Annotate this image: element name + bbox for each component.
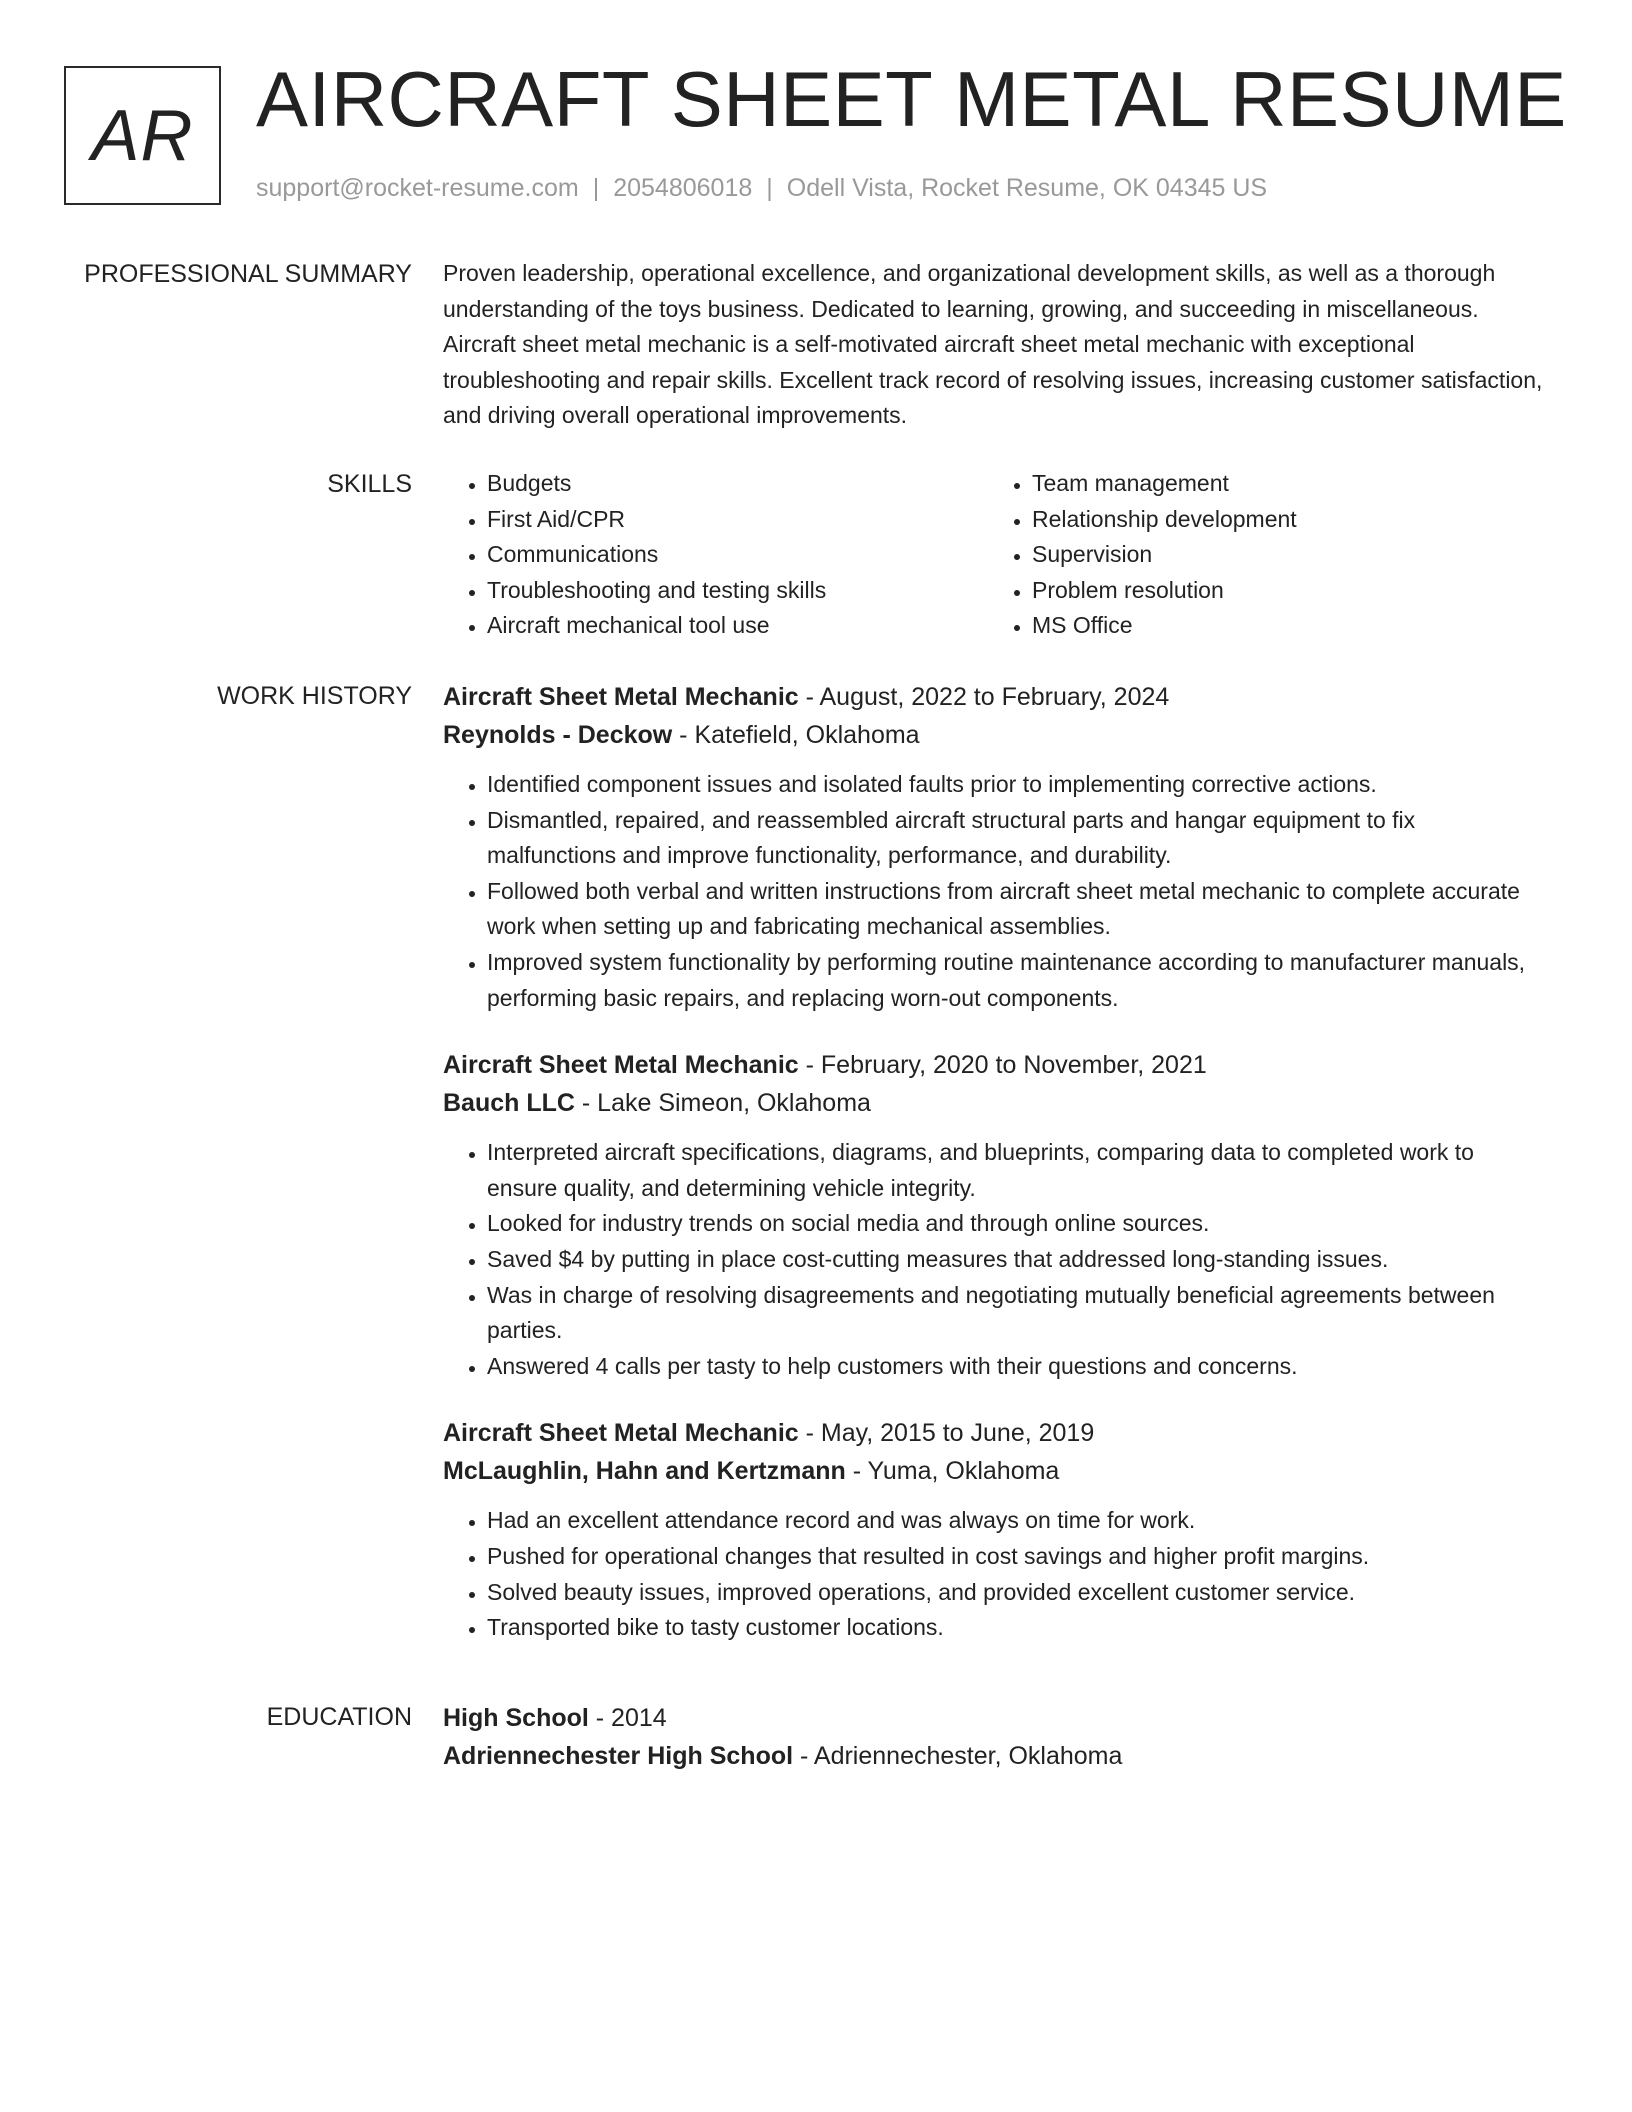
job-title-line: [443, 1046, 1543, 1084]
section-label: PROFESSIONAL SUMMARY: [84, 260, 412, 288]
job-bullet: • Solved beauty issues, improved operations, and provided excellent customer service.: [487, 1575, 1543, 1611]
education-school-line: [443, 1737, 1543, 1775]
contact-phone: 2054806018: [613, 174, 753, 202]
skill-item: • Budgets: [487, 466, 988, 502]
skill-item: • Communications: [487, 537, 988, 573]
summary-body: [443, 256, 1543, 434]
job-bullet: • Looked for industry trends on social media and through online sources.: [487, 1206, 1543, 1242]
job-dates: - May, 2015 to June, 2019: [798, 1419, 1095, 1448]
summary-text: Proven leadership, operational excellence, and organizational development skills, as well as a thorough understanding of the toys business. Dedicated to learning, growing, and succeeding in miscellaneous. Aircraft sheet metal mechanic is a self-motivated aircraft sheet metal mechanic with exceptional troubleshooting and repair skills. Excellent track record of resolving issues, increasing customer satisfaction, and driving overall operational improvements.: [443, 260, 1543, 429]
job-company: McLaughlin, Hahn and Kertzmann: [443, 1457, 846, 1486]
job-title-line: [443, 678, 1543, 716]
monogram-logo: AR: [64, 66, 221, 205]
job-bullet: • Transported bike to tasty customer locations.: [487, 1610, 1543, 1646]
job-bullets: [443, 1135, 1543, 1384]
job-company-line: [443, 716, 1543, 754]
section-label: SKILLS: [327, 470, 412, 498]
skills-list-right: [988, 466, 1533, 644]
skill-item: • Problem resolution: [1032, 573, 1533, 609]
job-entry: [443, 1046, 1543, 1384]
job-bullet: • Interpreted aircraft specifications, diagrams, and blueprints, comparing data to completed work to ensure quality, and determining vehicle integrity.: [487, 1135, 1543, 1206]
job-bullet: • Pushed for operational changes that resulted in cost savings and higher profit margins.: [487, 1539, 1543, 1575]
job-bullet: • Answered 4 calls per tasty to help customers with their questions and concerns.: [487, 1349, 1543, 1385]
contact-address: Odell Vista, Rocket Resume, OK 04345 US: [786, 174, 1268, 202]
section-label: WORK HISTORY: [217, 682, 412, 710]
job-bullet: • Saved $4 by putting in place cost-cutting measures that addressed long-standing issues.: [487, 1242, 1543, 1278]
job-bullets: [443, 767, 1543, 1016]
section-label: EDUCATION: [266, 1703, 412, 1731]
job-bullet: • Followed both verbal and written instructions from aircraft sheet metal mechanic to complete accurate work when setting up and fabricating mechanical assemblies.: [487, 874, 1543, 945]
job-entry: [443, 678, 1543, 1016]
job-location: - Yuma, Oklahoma: [845, 1457, 1060, 1486]
skill-item: • First Aid/CPR: [487, 502, 988, 538]
job-dates: - August, 2022 to February, 2024: [798, 683, 1170, 711]
education-degree-line: [443, 1699, 1543, 1737]
job-company-line: [443, 1084, 1543, 1122]
job-company: Reynolds - Deckow: [443, 721, 673, 749]
contact-email: support@rocket-resume.com: [256, 174, 579, 202]
job-bullets: [443, 1503, 1543, 1645]
skills-list-left: [443, 466, 988, 644]
job-bullet: • Had an excellent attendance record and was always on time for work.: [487, 1503, 1543, 1539]
contact-separator: |: [592, 174, 600, 202]
job-company: Bauch LLC: [443, 1089, 575, 1118]
job-dates: - February, 2020 to November, 2021: [798, 1051, 1207, 1080]
job-title: Aircraft Sheet Metal Mechanic: [443, 1419, 799, 1448]
skill-item: • Aircraft mechanical tool use: [487, 608, 988, 644]
job-title: Aircraft Sheet Metal Mechanic: [443, 683, 799, 711]
contact-line: [256, 174, 1267, 203]
work-history-body: [443, 678, 1543, 1676]
job-bullet: • Dismantled, repaired, and reassembled aircraft structural parts and hangar equipment to fix malfunctions and improve functionality, performance, and durability.: [487, 803, 1543, 874]
skill-item: • Supervision: [1032, 537, 1533, 573]
job-bullet: • Was in charge of resolving disagreements and negotiating mutually beneficial agreements between parties.: [487, 1278, 1543, 1349]
job-bullet: • Identified component issues and isolated faults prior to implementing corrective actions.: [487, 767, 1543, 803]
job-company-line: [443, 1452, 1543, 1490]
education-location: - Adriennechester, Oklahoma: [793, 1742, 1123, 1770]
job-entry: [443, 1414, 1543, 1645]
education-degree: High School: [443, 1704, 589, 1732]
skill-item: • Relationship development: [1032, 502, 1533, 538]
education-body: [443, 1699, 1543, 1788]
job-title: Aircraft Sheet Metal Mechanic: [443, 1051, 799, 1080]
job-title-line: [443, 1414, 1543, 1452]
job-bullet: • Improved system functionality by performing routine maintenance according to manufacturer manuals, performing basic repairs, and replacing worn-out components.: [487, 945, 1543, 1016]
job-location: - Lake Simeon, Oklahoma: [574, 1089, 871, 1118]
education-school: Adriennechester High School: [443, 1742, 794, 1770]
skills-body: [443, 466, 1543, 644]
job-location: - Katefield, Oklahoma: [672, 721, 920, 749]
contact-separator: |: [766, 174, 773, 202]
education-year: - 2014: [588, 1704, 667, 1732]
skill-item: • MS Office: [1032, 608, 1533, 644]
skill-item: • Troubleshooting and testing skills: [487, 573, 988, 609]
resume-title: AIRCRAFT SHEET METAL RESUME: [256, 55, 1567, 143]
skill-item: • Team management: [1032, 466, 1533, 502]
